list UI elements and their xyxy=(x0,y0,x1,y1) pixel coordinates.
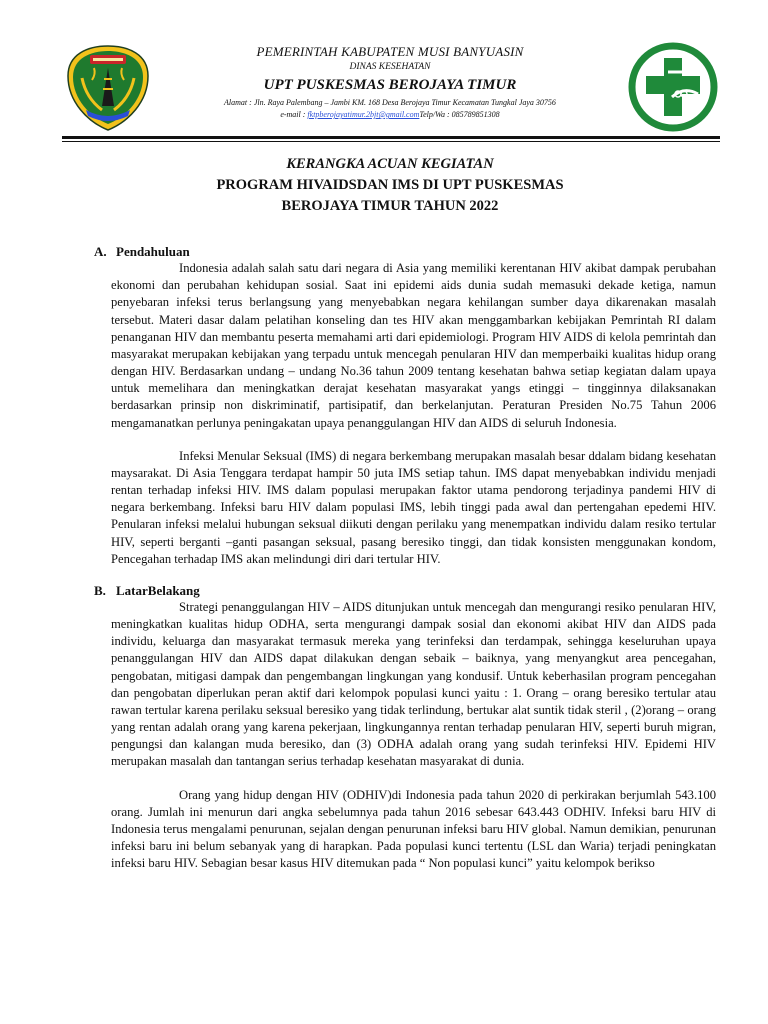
document-body xyxy=(94,243,716,872)
document-subtitle-line1: PROGRAM HIVAIDSDAN IMS DI UPT PUSKESMAS xyxy=(216,177,564,193)
section-heading-b xyxy=(94,582,716,599)
paragraph: Infeksi Menular Seksual (IMS) di negara berkembang merupakan masalah besar ddalam bidang kesehatan maysarakat. Di Asia Tenggara terdapat hampir 50 juta IMS setiap tahun. IMS dapat menyebabkan individu menjadi rentan terhadap infeksi HIV. IMS dalam populasi merupakan faktor utama pendorong terjadinya pandemi HIV di negara berkembang. Infeksi baru HIV dalam populasi IMS, lebih tinggi pada awal dan pertengahan epedemi HIV. Penularan infeksi melalui hubungan seksual diikuti dengan perilaku yang menempatkan individu dalam resiko tertular HIV, seperti berganti –ganti pasangan seksual, pasang beresiko tinggi, dan tidak konsisten menggunakan kondom, Pencegahan terhadap IMS akan melindungi diri dari tertular HIV. xyxy=(111,448,716,566)
letterhead-rule-thin xyxy=(62,141,720,142)
letterhead-address: Alamat : Jln. Raya Palembang – Jambi KM. 168 Desa Berojaya Timur Kecamatan Tungkal Jaya 30756 xyxy=(224,98,556,107)
document-subtitle-line2: BEROJAYA TIMUR TAHUN 2022 xyxy=(281,198,499,214)
section-title: LatarBelakang xyxy=(116,582,200,598)
section-heading-a xyxy=(94,243,716,260)
section-title: Pendahuluan xyxy=(116,244,190,259)
paragraph: Orang yang hidup dengan HIV (ODHIV)di Indonesia pada tahun 2020 di perkirakan berjumlah 543.100 orang. Jumlah ini menurun dari angka sebelumnya pada tahun 2016 sebesar 643.443 ODHIV. Infeksi baru HIV di Indonesia terus mengalami penurunan, sejalan dengan penurunan infeksi baru HIV global. Namun demikian, penurunan infeksi baru ini belum sebanyak yang di harapkan. Pada populasi kunci tertentu (LSL dan Waria) terjadi peningkatan infeksi baru HIV. Sebagian besar kasus HIV ditemukan pada “ Non populasi kunci” yaitu kelompok berikso xyxy=(111,787,716,871)
letterhead-institution: UPT PUSKESMAS BEROJAYA TIMUR xyxy=(263,77,517,93)
document-title: KERANGKA ACUAN KEGIATAN xyxy=(286,156,494,172)
letterhead-department: DINAS KESEHATAN xyxy=(349,62,431,72)
email-link[interactable]: fktpberojayatimur.2bjt@gmail.com xyxy=(307,110,420,119)
puskesmas-logo-icon xyxy=(628,42,718,132)
section-letter: A. xyxy=(94,244,107,259)
regency-emblem-icon xyxy=(66,44,150,132)
letterhead-rule-thick xyxy=(62,136,720,139)
paragraph: Strategi penanggulangan HIV – AIDS ditunjukan untuk mencegah dan mengurangi resiko penularan HIV, meningkatkan kualitas hidup ODHA, serta mengurangi dampak sosial dan ekonomi akibat HIV dan AIDS pada individu, keluarga dan masyarakat termasuk mereka yang terinfeksi dan terdampak, sehingga keseluruhan upaya penanggulangan HIV dan AIDS dapat dilakukan dengan sebaik – baiknya, yang menyangkut area pencegahan, pengobatan, mitigasi dampak dan pengembangan lingkungan yang kondusif. Untuk keberhasilan program pencegahan dan pengobatan diperlukan peran aktif dari kelompok populasi kunci yaitu : 1. Orang – orang beresiko tertular atau rawan tertular karena perilaku seksual beresiko yang tidak terlindung, bertukar alat suntik tidak steril , (2)orang – orang yang rentan adalah orang yang karena pekerjaan, lingkungannya rentan terhadap penularan HIV, seperti buruh migran, pengungsi dan kalangan muda beresiko, dan (3) ODHA adalah orang yang sudah terinfeksi HIV. Epidemi HIV merupakan masalah dan tantangan serius terhadap kesehatan masyarakat di dunia. xyxy=(111,599,716,769)
phone-number: Telp/Wa : 085789851308 xyxy=(419,110,500,119)
paragraph: Indonesia adalah salah satu dari negara di Asia yang memiliki kerentanan HIV akibat dampak perubahan ekonomi dan perubahan kehidupan sosial. Saat ini epidemi aids dunia sudah memasuki dekade ketiga, namun penyebaran infeksi terus berlangsung yang menyebabkan negara kehilangan sumber daya dikarenakan masalah tersebut. Materi dasar dalam pelatihan konseling dan tes HIV akan menggambarkan kebijakan Pemrintah RI dalam penanganan HIV dan membantu peserta memahami arti dari epidemiologi. Program HIV AIDS di kelola pemrintah dan masyarakat merupakan kebijakan yang terpadu untuk mencegah penularan HIV dan memperbaiki kualitas hidup orang dengan HIV. Berdasarkan undang – undang No.36 tahun 2009 tentang kesehatan bahwa setiap kegiatan dalam upaya untuk memelihara dan meningkatkan derajat kesehatan masyarakat yangs etinggi – tingginnya dilaksanakan berdasarkan prinsip non diskriminatif, partisipatif, dan berkelanjutan. Peraturan Presiden No.75 Tahun 2006 mengamanatkan perlunya peningakatan upaya penanggulangan HIV dan AIDS di seluruh Indonesia. xyxy=(111,261,716,430)
email-label: e-mail : xyxy=(280,110,308,119)
section-letter: B. xyxy=(94,582,106,598)
letterhead-government: PEMERINTAH KABUPATEN MUSI BANYUASIN xyxy=(256,44,524,59)
letterhead-contact xyxy=(160,110,620,119)
